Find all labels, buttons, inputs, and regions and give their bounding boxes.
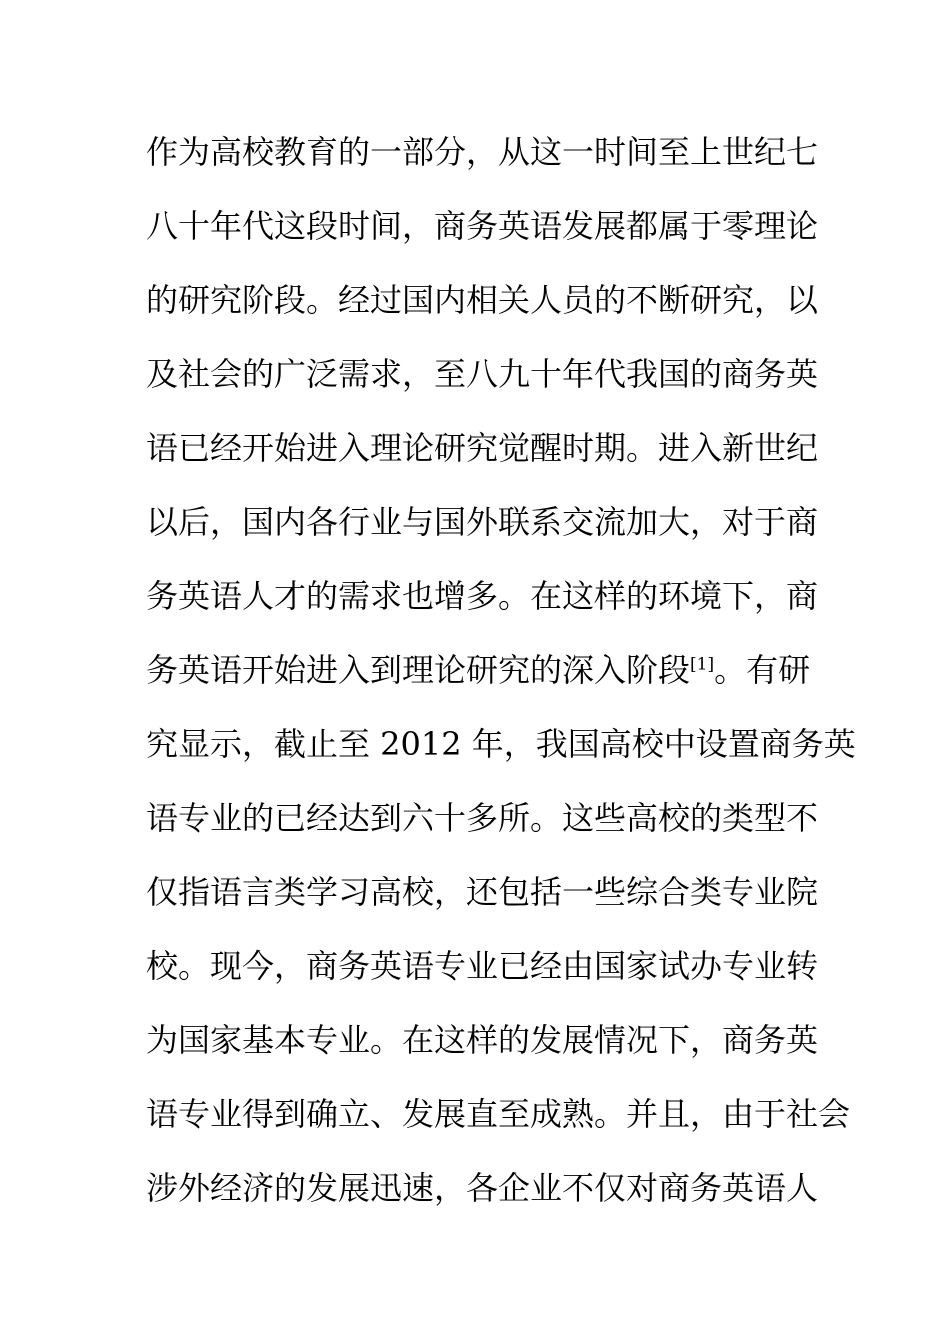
text-line: 以后，国内各行业与国外联系交流加大，对于商 xyxy=(146,503,819,541)
text-segment: 。有研 xyxy=(714,651,811,689)
text-line: 语已经开始进入理论研究觉醒时期。进入新世纪 xyxy=(146,429,819,467)
body-paragraph xyxy=(146,120,856,1230)
text-line: 仅指语言类学习高校，还包括一些综合类专业院 xyxy=(146,873,819,911)
text-line: 务英语人才的需求也增多。在这样的环境下，商 xyxy=(146,577,819,615)
text-line: 作为高校教育的一部分，从这一时间至上世纪七 xyxy=(146,133,819,171)
text-segment: 务英语开始进入到理论研究的深入阶段 xyxy=(146,651,691,689)
text-line: 涉外经济的发展迅速，各企业不仅对商务英语人 xyxy=(146,1169,819,1207)
text-line: 语专业得到确立、发展直至成熟。并且，由于社会 xyxy=(146,1095,851,1133)
text-line: 八十年代这段时间，商务英语发展都属于零理论 xyxy=(146,207,819,245)
text-line: 的研究阶段。经过国内相关人员的不断研究，以 xyxy=(146,281,819,319)
text-line: 究显示，截止至 2012 年，我国高校中设置商务英 xyxy=(146,725,856,763)
text-line: 语专业的已经达到六十多所。这些高校的类型不 xyxy=(146,799,819,837)
text-line-with-citation xyxy=(146,638,816,712)
text-line: 校。现今，商务英语专业已经由国家试办专业转 xyxy=(146,947,819,985)
citation-marker: [1] xyxy=(690,654,715,675)
text-line: 及社会的广泛需求，至八九十年代我国的商务英 xyxy=(146,355,819,393)
text-line: 为国家基本专业。在这样的发展情况下，商务英 xyxy=(146,1021,819,1059)
